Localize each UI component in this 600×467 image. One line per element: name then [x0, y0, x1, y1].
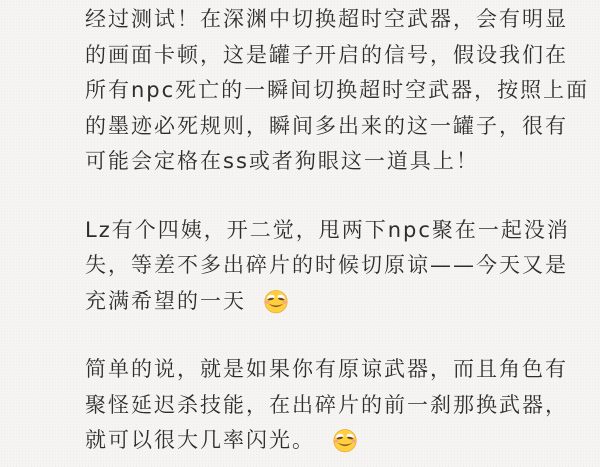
- text-line: Lz有个四姨，开二觉，甩两下npc聚在一起没消: [85, 217, 570, 242]
- text-line: 可能会定格在ss或者狗眼这一道具上！: [85, 149, 479, 173]
- text-line: 的画面卡顿，这是罐子开启的信号，假设我们在: [85, 42, 568, 67]
- paragraph-3: [85, 352, 572, 459]
- paragraph-1: [85, 2, 590, 180]
- text-line: 充满希望的一天: [85, 288, 246, 313]
- huaji-smiley-emoji: [332, 427, 358, 453]
- text-line: 就可以很大几率闪光。: [85, 428, 315, 452]
- text-line: 聚怪延迟杀技能，在出碎片的前一刹那换武器，: [85, 392, 568, 417]
- text-line: 所有npc死亡的一瞬间切换超时空武器，按照上面: [85, 78, 590, 102]
- text-line-with-emoji: [85, 423, 572, 459]
- text-line: 经过测试！在深渊中切换超时空武器，会有明显: [85, 7, 568, 31]
- text-line: 的墨迹必死规则，瞬间多出来的这一罐子，很有: [85, 113, 568, 138]
- text-line: 简单的说，就是如果你有原谅武器，而且角色有: [85, 357, 568, 381]
- huaji-smiley-emoji: [263, 288, 289, 314]
- text-line: 失，等差不多出碎片的时候切原谅——今天又是: [85, 253, 568, 277]
- paragraph-2: [85, 213, 572, 320]
- text-line-with-emoji: [85, 284, 572, 320]
